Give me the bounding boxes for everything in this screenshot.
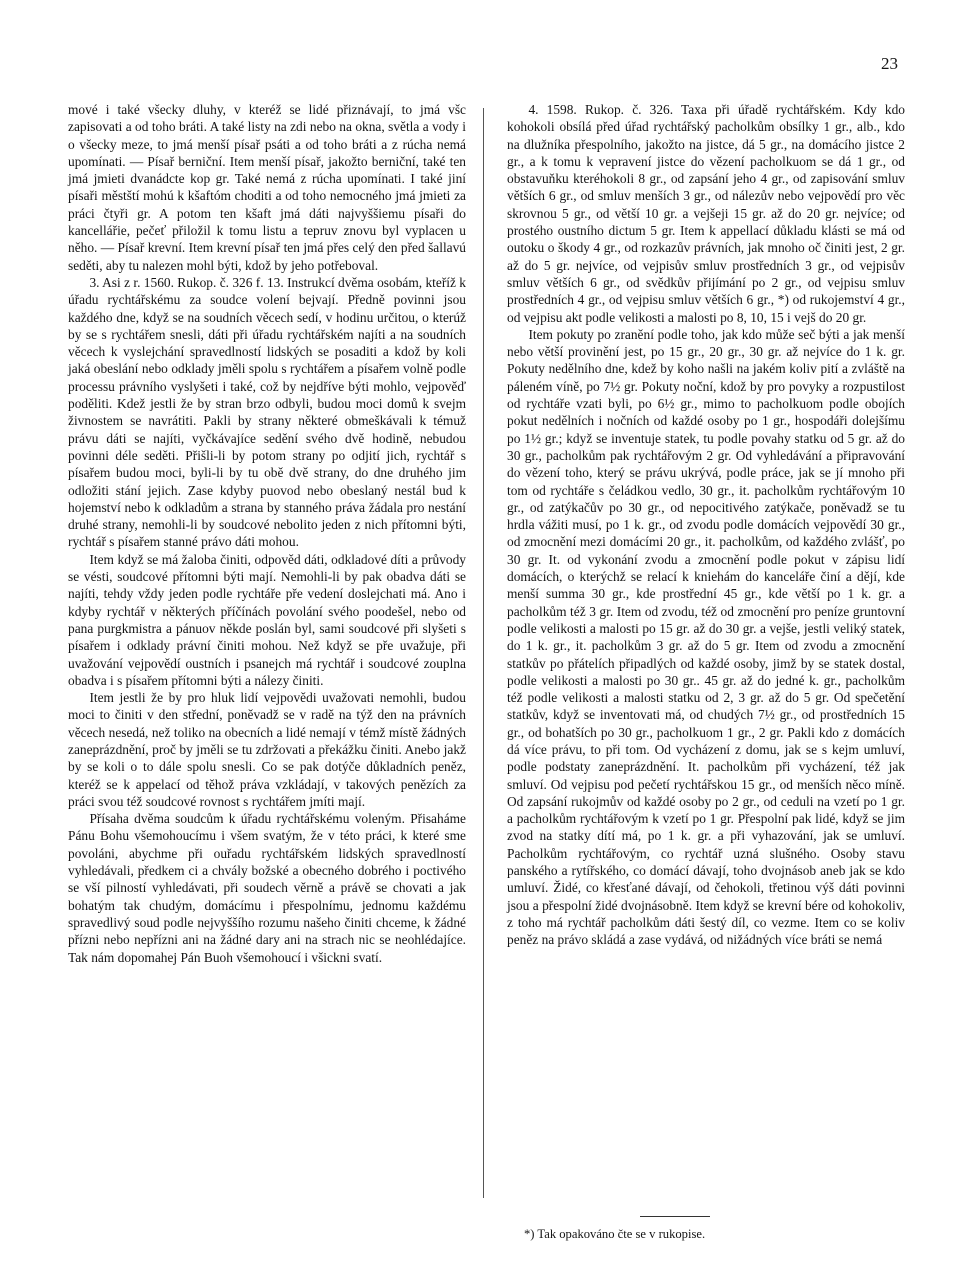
column-divider — [483, 108, 484, 1198]
right-column — [507, 101, 905, 949]
paragraph: 3. Asi z r. 1560. Rukop. č. 326 f. 13. Instrukcí dvěma osobám, kteříž k úřadu rychtářskému za soudce volení bejvají. Předně povinni jsou každého dne, když se na soudních věcech sedí, v hodinu určitou, o kterúž by se s rychtářem snesli, dáti při úřadu rychtářském najíti a na soudních věcech k vyslejchání spravedlností lidských se posaditi a kdož by koli jaká obeslání nebo odklady jměli spolu s rychtářem a písařem volně podle processu právního vyslyšeti i také, což by nejdříve býti mohlo, vejpověď poděliti. Kdež jestli že by stran brzo odbyli, budou moci domů k svejm živnostem se navrátiti. Pakli by strany některé obmeškávali k témuž právu dáti se najíti, vyčkávajíce sedění svého dvě hodině, nebudou povinni déle seděti. Přišli-li by potom strany po odjití jich, rychtář s písařem budou moci, byli-li by tu obě dvě strany, do dne druhého jim odložiti stání jejich. Zase kdyby puovod nebo obeslaný nestál bud k hojemství nebo k odkladům a strana by stanného práva žádala pro nestání druhé strany, nemohli-li by soudcové nebolito jeden z nich přítomni býti, rychtář s písařem stanné právo dáti mohou. — [68, 274, 466, 550]
footnote: *) Tak opakováno čte se v rukopise. — [524, 1227, 706, 1241]
paragraph: Item pokuty po zranění podle toho, jak kdo může seč býti a jak menší nebo větší provinění jest, po 15 gr., 20 gr., 30 gr. až nejvíce do 1 k. gr. Pokuty nedělního dne, kdež by koho našli na jakém koliv pití a zvláště na páleném víně, po 7½ gr. Pokuty noční, kdož by pro povyky a rozpustilost od rychtáře vzati byli, po 6½ gr., mimo to pacholkuom podle obojích pokut nedělních i nočních od každé osoby po 1 gr., hospodáři dolejšímu po 1½ gr.; když se inventuje statek, tu podle povahy statku od 5 gr. až do 30 gr., pacholkům pak rychtářovým 2 gr. Od vyhledávání a připravování do vězení toho, který se právu ukrývá, podle práce, jak se jí mnoho při tom od rychtáře s čeládkou vedlo, 30 gr., it. pacholkům rychtářovým 10 gr., od zatýkačův po 30 gr., od nepocitivého zatýkače, poněvadž se tu hrdla vážiti musí, po 1 k. gr., od zvodu podle domácích vejpovědí 30 gr., od zmocnění mezi domácími 20 gr., it. pacholkům, od každého zvlášť, po 30 gr. It. od vykonání zvodu a zmocnění podle pokut v zápisu lidí domácích, o kterýchž se relací k kniehám do kanceláře činí a dějí, kde menší summa 30 gr., kde prostřední 45 gr., kde větší po 1 k. gr. a pacholkům též 3 gr. Item od zvodu, též od zmocnění pro peníze gruntovní podle velikosti a malosti po 15 gr. až do 30 gr. a vejše, jestli veliký statek, do 1 k. gr., it. pacholkům 3 gr. až do 5 gr. Item od zvodu a zmocnění statkův po přátelích připadlých od každé osoby, jimž by se statek dostal, podle velikosti a malosti po 30 gr.. 45 gr. až do jedné k. gr., pacholkům též podle velikosti a malosti statku od 2, 3 gr. až do 5 gr. Od spečetění statkův, když se inventovati má, od chudých 7½ gr., od prostředních 15 gr., od bohatších po 30 gr., pacholkuom 1 gr., 2 gr. Pakli kdo z domácích dá více právu, to při tom. Od vycházení z domu, jak se s kejm umluví, podle podstaty zaneprázdnění. It. pacholkům při vycházení, též jak smluví. Od vejpisu pod pečetí rychtářskou 15 gr., od menších něco míně. Od zapsání rukojmův od každé osoby po 2 gr., od ceduli na vzetí po 1 gr. a pacholkům rychtářovým k vzetí po 1 gr. Přespolní pak lidé, když se jim zvod na statky dítí má, po 1 k. gr. a při vyhazování, jak se umluví. Pacholkům rychtářovým, co rychtář uzná slušného. Osoby stavu panského a rytířského, co domácí dávají, toho dvojnásob aneb jak se kdo umluví. Židé, co křesťané dávají, od čehokoli, třetinou výš dáti povinni jsou a přespolní židé dvojnásobně. Item když se krevní bére od kohokoliv, z toho má rychtář pacholkům dáti šestý díl, co vezme. Item co se koliv peněz na právo skládá a zase vydává, od nižádných více bráti se nemá — [507, 326, 905, 948]
paragraph: mové i také všecky dluhy, v kteréž se lidé přiznávají, to jmá všc zapisovati a od toho bráti. A také listy na zdi nebo na okna, světla a vody i o všecky meze, to jmá menší písař psáti a od toho bráti a z rúcha nemá upomínati. — Písař berniční. Item menší písař, jakožto berniční, také ten jmá jmieti dvanádcte kop gr. Také nemá z rúcha upomínati. I také jiní písaři městští mohú k kšaftóm choditi a od toho nemocného jmá jmieti za práci čtyři gr. A potom ten kšaft jmá dáti najvyššiemu písaři do kancellářie, pečeť přiložil k tomu listu a tepruv znovu byl vyplacen u něho. — Písař krevní. Item krevní písař ten jmá přes celý den před šallavú seděti, aby tu nalezen mohl býti, kdož by jeho potřeboval. — [68, 102, 466, 273]
page-number: 23 — [881, 54, 898, 73]
left-column — [68, 101, 466, 966]
footnote-rule — [640, 1216, 710, 1217]
paragraph: Item jestli že by pro hluk lidí vejpovědi uvažovati nemohli, budou moci to činiti v den střední, poněvadž se v radě na týž den na právních věcech nesedá, než toliko na obecních a lidé nemají v témž místě žádných zaneprázdnění, proč by jměli se tu zdržovati a překážku činiti. Anebo jakž by se koli o to dále spolu snesli. Co se pak dotýče důkladních peněz, kteréž se k appelací od těhož práva vzkládají, v takových penězích za práci svou též soudcové rovnost s rychtářem jmíti mají. — [68, 690, 466, 809]
paragraph: Přísaha dvěma soudcům k úřadu rychtářskému voleným. Přisaháme Pánu Bohu všemohoucímu i všem svatým, že v této práci, k které sme povoláni, abychme při ouřadu rychtářském lidských spravedlností vyhledávali, předkem ci a chvály božské a obecného dobrého i poctivého se vší pilností vyhledávati, při soudech věrně a právě se chovati a jak bohatým tak chudým, domácímu i přespolnímu, jednomu každému spravedlivý soud podle nejvyššího rozumu našeho činiti chceme, k žádné přízni nebo nepřízni ani na žádné dary ani na strach nic se neohlédajíce. Tak nám dopomahej Pán Buoh všemohoucí i všickni svatí. — [68, 811, 466, 965]
paragraph: Item když se má žaloba činiti, odpověd dáti, odkladové díti a průvody se vésti, soudcové přítomni býti mají. Nemohli-li by pak obadva dáti se najíti, tehdy vždy jeden podle rychtáře pře vedení doslejchati má. Ano i kdyby rychtář v některých příčínách povolání svého poodešel, nebo od pana purgkmistra a pánuov někde poslán byl, sami soudcové při slyšeti s písařem i odklady právní činiti mohou. Než když se pře uvažuje, při uvažování vejpovědí oustních i psanejch má rychtář i soudcové zouplna obadva i s písařem přítomni býti a nálezy činiti. — [68, 551, 466, 688]
paragraph: 4. 1598. Rukop. č. 326. Taxa při úřadě rychtářském. Kdy kdo kohokoli obsílá před úřad rychtářský pacholkům obsílky 1 gr., alb., kdo na dlužníka přespolního, jakožto na jistce, dá 5 gr., na domácího jistce 2 gr., a k tomu k vepravení jistce do vězení pacholkuom se dá 1 gr., od obstavuňku kteréhokoli 8 gr., od zapsání jeho 4 gr., od zapisování smluv větších 6 gr., od smluv menších 3 gr., od nálezův nebo vejpovědí pro věc skrovnou 5 gr., od větší 10 gr. a vejšeji 15 gr. až do 20 gr. nejvíce; od prostého oustního dictum 5 gr. Item k appellací důkladu klásti se má od outoku o škody 4 gr., od rozkazův právních, jak mnoho oč činiti jest, 2 gr. až do 5 gr. nejvíce, od vejpisův smluv prostředních 3 gr., od vejpisův smluv větších 6 gr., od svědkův přijímání po 2 gr., od vejpisu smluv prostředních 4 gr., od vejpisu smluv větších 6 gr., *) od rukojemství 4 gr., od vejpisu akt podle velikosti a malosti po 8, 10, 15 i vejš do 20 gr. — [507, 102, 905, 325]
